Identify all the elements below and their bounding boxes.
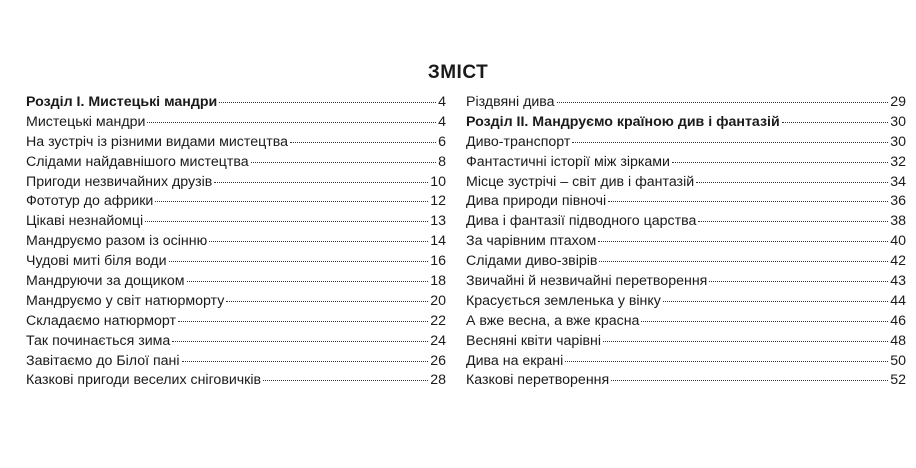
- toc-entry: [26, 232, 446, 252]
- toc-page-number: 14: [430, 233, 446, 250]
- toc-entry-label: Весняні квіти чарівні: [466, 332, 602, 349]
- dot-leader: [608, 201, 888, 202]
- toc-entry-label: Різдвяні дива: [466, 94, 555, 110]
- toc-entry: [466, 371, 906, 391]
- toc-page-number: 24: [430, 332, 446, 349]
- toc-entry-label: Казкові пригоди веселих сніговичків: [26, 372, 262, 389]
- dot-leader: [611, 380, 888, 381]
- page-title: ЗМІСТ: [427, 62, 489, 83]
- toc-page-number: 18: [430, 273, 446, 290]
- dot-leader: [557, 102, 889, 103]
- toc-entry-label: Фототур до африки: [26, 193, 154, 210]
- toc-entry: [26, 292, 446, 312]
- toc-page-number: 46: [890, 312, 906, 329]
- toc-entry: [466, 272, 906, 292]
- dot-leader: [709, 281, 888, 282]
- toc-right-column: [466, 93, 906, 391]
- toc-entry-label: А вже весна, а вже красна: [466, 312, 640, 329]
- toc-page-number: 28: [430, 372, 446, 389]
- toc-entry: [466, 153, 906, 173]
- toc-entry: [466, 173, 906, 193]
- toc-page-number: 50: [890, 352, 906, 369]
- toc-entry-label: Дива на екрані: [466, 352, 564, 369]
- toc-entry-label: Диво-транспорт: [466, 133, 571, 150]
- toc-entry: [466, 192, 906, 212]
- toc-entry-label: Місце зустрічі – світ див і фантазій: [466, 173, 695, 190]
- toc-entry-label: Звичайні й незвичайні перетворення: [466, 273, 708, 290]
- toc-page-number: 34: [890, 173, 906, 190]
- toc-page-number: 44: [890, 292, 906, 309]
- dot-leader: [178, 321, 428, 322]
- toc-entry: [26, 192, 446, 212]
- toc-entry: [26, 332, 446, 352]
- toc-page-number: 10: [430, 173, 446, 190]
- toc-page-number: 12: [430, 193, 446, 210]
- toc-entry-label: Дива і фантазії підводного царства: [466, 213, 697, 230]
- dot-leader: [145, 221, 428, 222]
- toc-entry-label: Завітаємо до Білої пані: [26, 352, 180, 369]
- dot-leader: [696, 182, 888, 183]
- toc-entry-label: Мандруємо разом із осінню: [26, 233, 208, 250]
- toc-page-number: 16: [430, 253, 446, 270]
- toc-section-heading: [466, 113, 906, 133]
- toc-page-number: 30: [890, 133, 906, 150]
- toc-entry: [26, 272, 446, 292]
- toc-page-number: 29: [890, 94, 906, 110]
- toc-page-number: 48: [890, 332, 906, 349]
- toc-section-heading: [26, 93, 446, 113]
- dot-leader: [782, 122, 889, 123]
- toc-entry-label: За чарівним птахом: [466, 233, 597, 250]
- dot-leader: [251, 162, 436, 163]
- toc-entry: [26, 153, 446, 173]
- dot-leader: [603, 341, 888, 342]
- dot-leader: [155, 201, 428, 202]
- toc-page-number: 43: [890, 273, 906, 290]
- toc-entry-label: Так починається зима: [26, 332, 171, 349]
- toc-page-number: 4: [438, 94, 446, 110]
- dot-leader: [641, 321, 888, 322]
- toc-entry: [26, 212, 446, 232]
- toc-entry: [26, 371, 446, 391]
- dot-leader: [219, 102, 436, 103]
- dot-leader: [187, 281, 429, 282]
- toc-entry: [466, 292, 906, 312]
- toc-entry: [26, 173, 446, 193]
- dot-leader: [214, 182, 428, 183]
- toc-entry-label: Казкові перетворення: [466, 372, 610, 389]
- toc-entry: [26, 113, 446, 133]
- toc-entry-label: Мандруємо у світ натюрморту: [26, 292, 225, 309]
- toc-entry-label: На зустріч із різними видами мистецтва: [26, 133, 288, 150]
- toc-entry-label: Розділ І. Мистецькі мандри: [26, 94, 218, 110]
- toc-entry-label: Слідами найдавнішого мистецтва: [26, 153, 249, 170]
- toc-entry: [26, 312, 446, 332]
- toc-entry-label: Дива природи півночі: [466, 193, 607, 210]
- toc-page-number: 38: [890, 213, 906, 230]
- toc-entry: [466, 212, 906, 232]
- toc-entry-label: Складаємо натюрморт: [26, 312, 176, 329]
- dot-leader: [290, 142, 436, 143]
- toc-entry: [26, 352, 446, 372]
- toc-entry: [466, 93, 906, 113]
- toc-page-number: 32: [890, 153, 906, 170]
- toc-entry: [26, 133, 446, 153]
- toc-entry-label: Чудові миті біля води: [26, 253, 167, 270]
- toc-entry: [466, 312, 906, 332]
- toc-entry-label: Красується земленька у вінку: [466, 292, 661, 309]
- toc-page-number: 13: [430, 213, 446, 230]
- toc-page-number: 22: [430, 312, 446, 329]
- dot-leader: [172, 341, 428, 342]
- dot-leader: [663, 301, 888, 302]
- toc-entry-label: Фантастичні історії між зірками: [466, 153, 670, 170]
- toc-page-number: 8: [438, 153, 446, 170]
- toc-entry-label: Слідами диво-звірів: [466, 253, 598, 270]
- toc-entry: [466, 252, 906, 272]
- toc-entry: [466, 352, 906, 372]
- toc-entry: [466, 133, 906, 153]
- toc-entry-label: Мистецькі мандри: [26, 113, 146, 130]
- dot-leader: [263, 380, 428, 381]
- toc-page-number: 42: [890, 253, 906, 270]
- toc-entry-label: Розділ ІІ. Мандруємо країною див і фантазій: [466, 113, 780, 130]
- dot-leader: [169, 261, 429, 262]
- dot-leader: [572, 142, 888, 143]
- toc-entry-label: Пригоди незвичайних друзів: [26, 173, 213, 190]
- toc-entry-label: Мандруючи за дощиком: [26, 273, 185, 290]
- toc-page-number: 52: [890, 372, 906, 389]
- toc-page-number: 30: [890, 113, 906, 130]
- toc-page-number: 36: [890, 193, 906, 210]
- toc-entry: [26, 252, 446, 272]
- dot-leader: [182, 361, 429, 362]
- dot-leader: [599, 261, 888, 262]
- toc-page-number: 4: [438, 113, 446, 130]
- toc-page-number: 26: [430, 352, 446, 369]
- dot-leader: [147, 122, 436, 123]
- toc-entry-label: Цікаві незнайомці: [26, 213, 144, 230]
- dot-leader: [226, 301, 428, 302]
- dot-leader: [209, 241, 428, 242]
- toc-page-number: 6: [438, 133, 446, 150]
- dot-leader: [565, 361, 888, 362]
- toc-page-number: 20: [430, 292, 446, 309]
- toc-entry: [466, 232, 906, 252]
- dot-leader: [672, 162, 888, 163]
- toc-left-column: [26, 93, 446, 391]
- toc-page-number: 40: [890, 233, 906, 250]
- dot-leader: [698, 221, 888, 222]
- toc-entry: [466, 332, 906, 352]
- dot-leader: [598, 241, 888, 242]
